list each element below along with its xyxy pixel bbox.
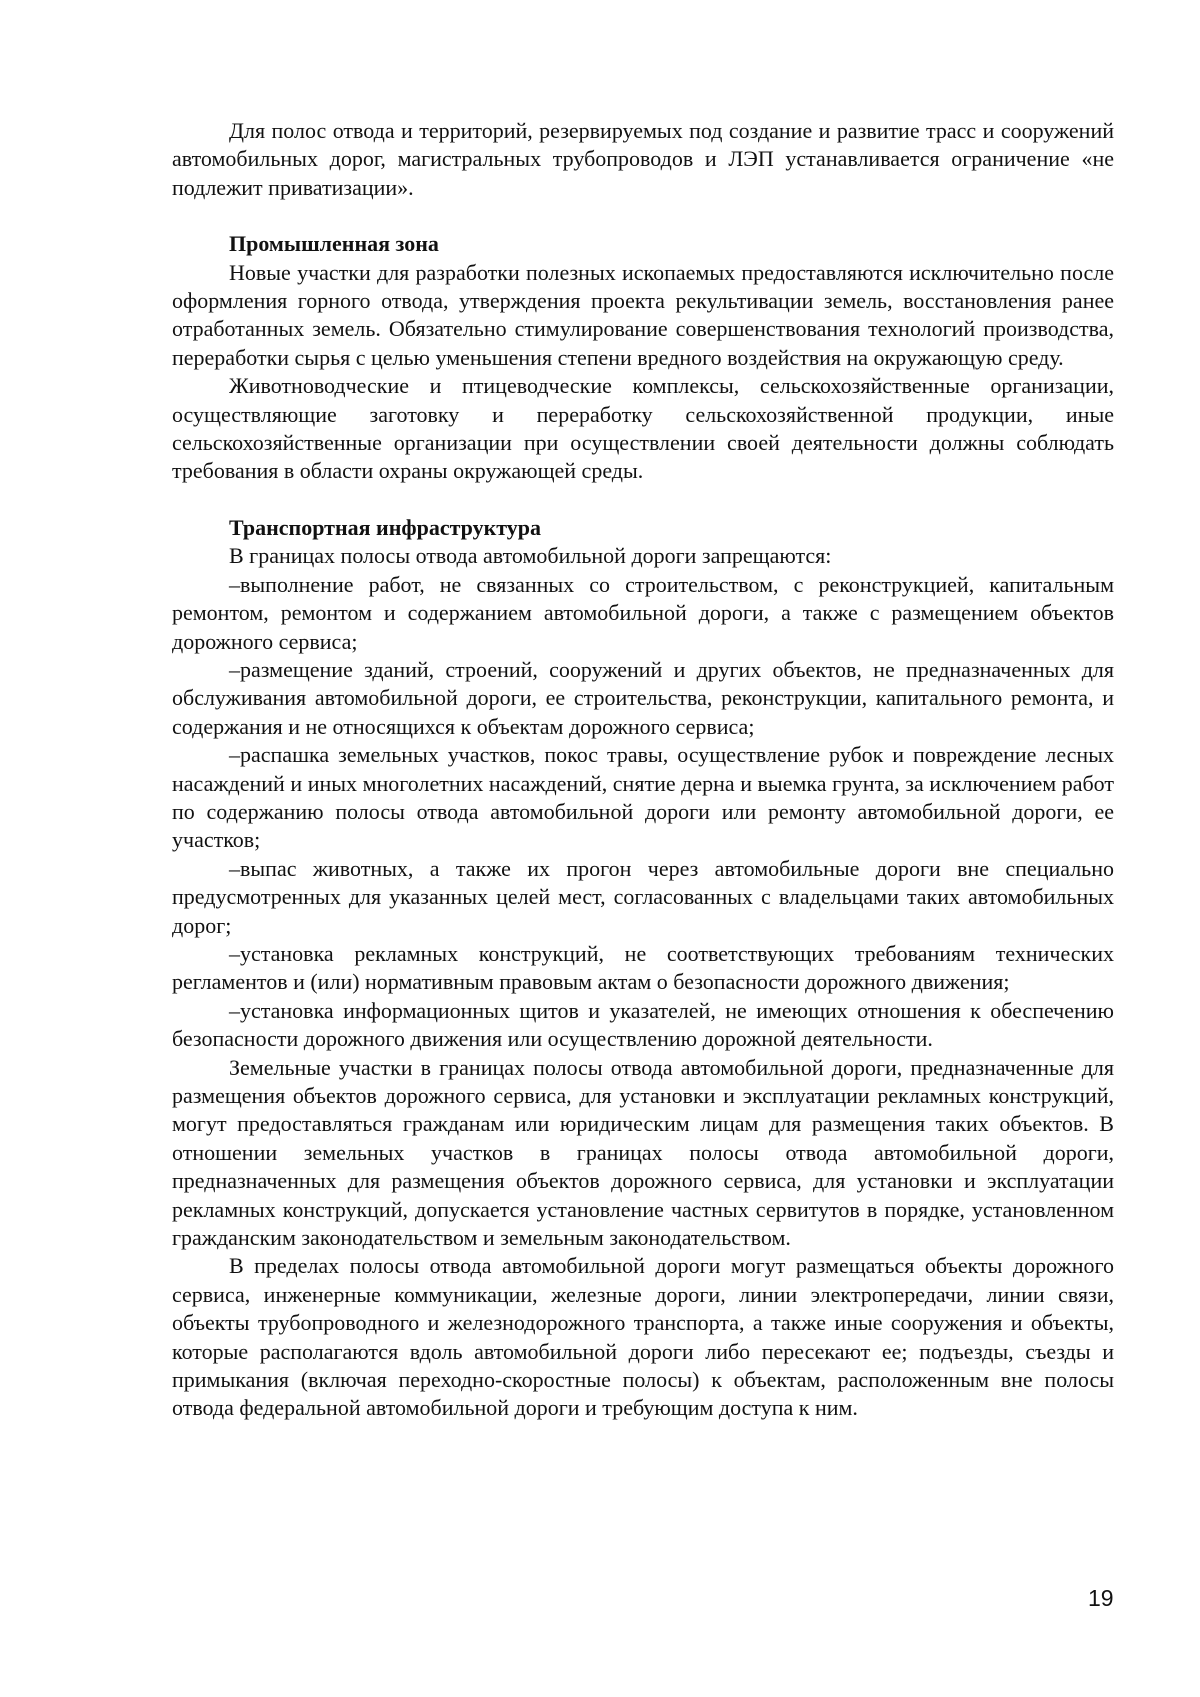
list-item: –установка информационных щитов и указателей, не имеющих отношения к обеспечению безопасности дорожного движения или осуществлению дорожной деятельности. — [172, 997, 1114, 1052]
paragraph-transport-intro: В границах полосы отвода автомобильной дороги запрещаются: — [229, 543, 832, 569]
list-item: –выпас животных, а также их прогон через автомобильные дороги вне специально предусмотренных для указанных целей мест, согласованных с владельцами таких автомобильных дорог; — [172, 855, 1114, 938]
paragraph-intro: Для полос отвода и территорий, резервируемых под создание и развитие трасс и сооружений автомобильных дорог, магистральных трубопроводов и ЛЭП устанавливается ограничение «не подлежит приватизации». — [172, 118, 1114, 200]
paragraph-industrial-2: Животноводческие и птицеводческие комплексы, сельскохозяйственные организации, осуществляющие заготовку и переработку сельскохозяйственной продукции, иные сельскохозяйственные организации при осуществлении своей деятельности должны соблюдать требования в области охраны окружающей среды. — [172, 373, 1114, 484]
heading-industrial-zone: Промышленная зона — [229, 231, 439, 257]
paragraph-transport-objects: В пределах полосы отвода автомобильной дороги могут размещаться объекты дорожного сервиса, инженерные коммуникации, железные дороги, линии электропередачи, линии связи, объекты трубопроводного и железнодорожного транспорта, а также иные сооружения и объекты, которые располагаются вдоль автомобильной дороги либо пересекают ее; подъезды, съезды и примыкания (включая переходно-скоростные полосы) к объектам, расположенным вне полосы отвода федеральной автомобильной дороги и требующим доступа к ним. — [172, 1253, 1114, 1421]
paragraph-industrial-1: Новые участки для разработки полезных ископаемых предоставляются исключительно после оформления горного отвода, утверждения проекта рекультивации земель, восстановления ранее отработанных земель. Обязательно стимулирование совершенствования технологий производства, переработки сырья с целью уменьшения степени вредного воздействия на окружающую среду. — [172, 259, 1114, 370]
list-item: –распашка земельных участков, покос травы, осуществление рубок и повреждение лесных насаждений и иных многолетних насаждений, снятие дерна и выемка грунта, за исключением работ по содержанию полосы отвода автомобильной дороги или ремонту автомобильной дороги, ее участков; — [172, 742, 1114, 853]
section-gap — [172, 202, 1114, 230]
paragraph-transport-land-plots: Земельные участки в границах полосы отвода автомобильной дороги, предназначенные для размещения объектов дорожного сервиса, для установки и эксплуатации рекламных конструкций, могут предоставляться гражданам или юридическим лицам для размещения таких объектов. В отношении земельных участков в границах полосы отвода автомобильной дороги, предназначенных для размещения объектов дорожного сервиса, для установки и эксплуатации рекламных конструкций, допускается установление частных сервитутов в порядке, установленном гражданским законодательством и земельным законодательством. — [172, 1054, 1114, 1251]
page-number: 19 — [1088, 1585, 1114, 1611]
list-item: –размещение зданий, строений, сооружений и других объектов, не предназначенных для обслуживания автомобильной дороги, ее строительства, реконструкции, капитального ремонта, и содержания и не относящихся к объектам дорожного сервиса; — [172, 656, 1114, 739]
page-content — [172, 117, 1114, 1423]
section-gap — [172, 486, 1114, 514]
list-item: –выполнение работ, не связанных со строительством, с реконструкцией, капитальным ремонтом, ремонтом и содержанием автомобильной дороги, а также с размещением объектов дорожного сервиса; — [172, 571, 1114, 654]
list-item: –установка рекламных конструкций, не соответствующих требованиям технических регламентов и (или) нормативным правовым актам о безопасности дорожного движения; — [172, 940, 1114, 995]
heading-transport-infrastructure: Транспортная инфраструктура — [229, 514, 542, 540]
